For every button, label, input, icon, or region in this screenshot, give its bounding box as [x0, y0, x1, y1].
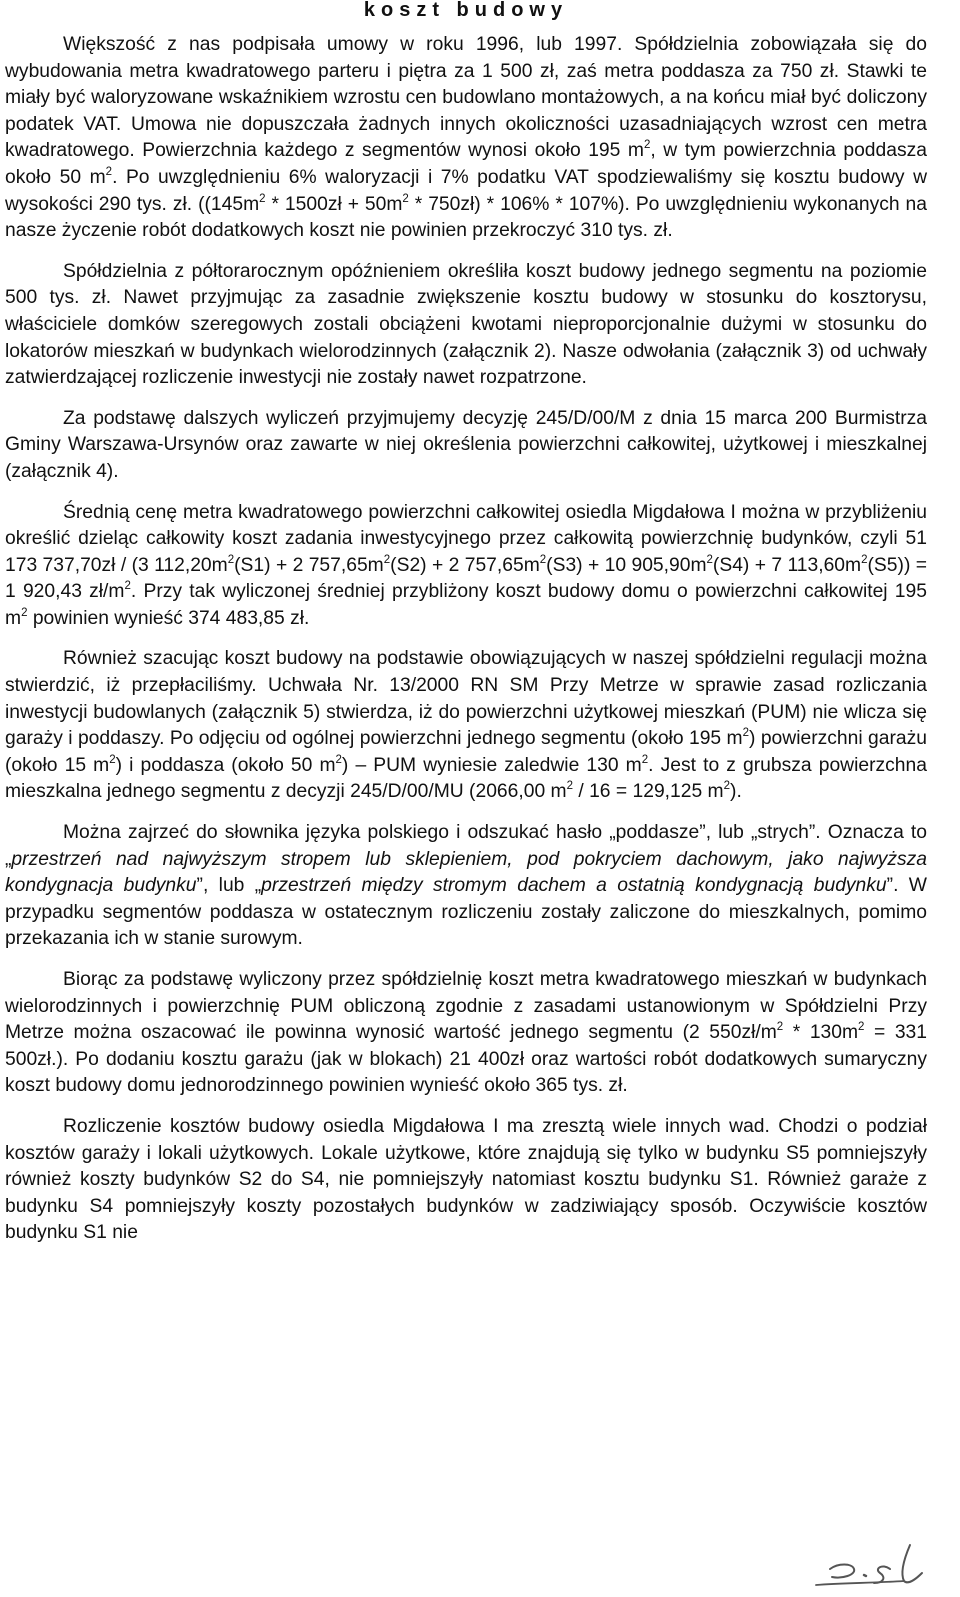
text-run: * 750zł) * 106% * 107%). Po uwzględnieniu wykonanych na nasze życzenie robót dodatkowych koszt nie powinien przekroczyć 310 tys. zł. — [5, 193, 927, 242]
paragraph — [5, 259, 927, 392]
text-run: (S5)) = 1 920,43 zł/m — [5, 554, 928, 603]
paragraph — [5, 820, 927, 953]
text-run: (S2) + 2 757,65m — [390, 554, 540, 576]
text-run: ) powierzchni garażu (około 15 m — [5, 728, 928, 776]
superscript: 2 — [21, 606, 28, 619]
text-run: (S1) + 2 757,65m — [234, 554, 384, 576]
superscript: 2 — [641, 753, 649, 766]
text-run: ”, lub „ — [196, 875, 262, 897]
text-run: / 16 = 129,125 m — [573, 781, 724, 803]
text-run: Również szacując koszt budowy na podstawie obowiązujących w naszej spółdzielni regulacji można stwierdzić, iż przepłaciliśmy. Uchwała Nr. 13/2000 RN SM Przy Metrze w sprawie zasad rozliczania inwestycji budowlanych (załącznik 5) stwierdza, iż do powierzchni użytkowej mieszkań (PUM) nie wlicza się garaży i poddaszy. Po odjęciu od ogólnej powierzchni jednego segmentu (około 195 m — [5, 648, 927, 750]
superscript: 2 — [539, 553, 547, 566]
text-run: Biorąc za podstawę wyliczony przez spółdzielnię koszt metra kwadratowego mieszkań w budynkach wielorodzinnych i powierzchnię PUM obliczoną zgodnie z zasadami ustanowionym w Spółdzielni Przy Metrze można oszacować ile powinna wynosić wartość jednego segmentu (2 550zł/m — [5, 969, 927, 1044]
superscript: 2 — [105, 165, 113, 178]
superscript: 2 — [706, 553, 713, 566]
paragraph — [5, 32, 927, 245]
superscript: 2 — [858, 1021, 865, 1034]
text-run: * 130m — [783, 1022, 859, 1044]
paragraph — [5, 500, 927, 633]
text-run: ). — [730, 781, 742, 803]
superscript: 2 — [383, 553, 391, 566]
superscript: 2 — [227, 553, 235, 566]
superscript: 2 — [776, 1021, 784, 1034]
italic-quote: przestrzeń nad najwyższym stropem lub sklepieniem, pod pokryciem dachowym, jako najwyższa kondygnacja budynku — [5, 848, 927, 897]
superscript: 2 — [742, 727, 750, 740]
document-page — [5, 0, 927, 1261]
paragraph — [5, 1114, 927, 1247]
text-run: ) – PUM wyniesie zaledwie 130 m — [341, 754, 642, 776]
text-run: Średnią cenę metra kwadratowego powierzchni całkowitej osiedla Migdałowa I można w przybliżeniu określić dzieląc całkowity koszt zadania inwestycyjnego przez całkowitą powierzchnię budynków, czyli 51 173 737,70zł / (3 112,20m — [5, 501, 927, 576]
text-run: Spółdzielnia z półtorarocznym opóźnieniem określiła koszt budowy jednego segmentu na poziomie 500 tys. zł. Nawet przyjmując za zasadnie zwiększenie kosztu budowy w stosunku do kosztorysu, właściciele domków szeregowych zostali obciążeni kwotami nieproporcjonalnie dużymi w stosunku do lokatorów mieszkań w budynkach wielorodzinnych (załącznik 2). Nasze odwołania (załącznik 3) od uchwały zatwierdzającej rozliczenie inwestycji nie zostały nawet rozpatrzone. — [5, 260, 927, 389]
superscript: 2 — [723, 780, 731, 793]
text-run: powinien wynieść 374 483,85 zł. — [27, 607, 310, 629]
signature-icon — [812, 1539, 932, 1589]
text-run: . Jest to z grubsza powierzchna mieszkalna jednego segmentu z decyzji 245/D/00/MU (2066,00 m — [5, 754, 927, 803]
text-run: ) i poddasza (około 50 m — [115, 754, 336, 776]
text-run: Za podstawę dalszych wyliczeń przyjmujemy decyzję 245/D/00/M z dnia 15 marca 200 Burmistrza Gminy Warszawa-Ursynów oraz zawarte w niej określenia powierzchni całkowitej, użytkowej i mieszkalnej (załącznik 4). — [5, 407, 927, 482]
text-run: (S3) + 10 905,90m — [546, 554, 707, 576]
text-run: Większość z nas podpisała umowy w roku 1996, lub 1997. Spółdzielnia zobowiązała się do wybudowania metra kwadratowego parteru i piętra za 1 500 zł, zaś metra poddasza za 750 zł. Stawki te miały być waloryzowane wskaźnikiem wzrostu cen budowlano montażowych, a na końcu miał być doliczony podatek VAT. Umowa nie dopuszczała żadnych innych okoliczności uzasadniających wzrost cen metra kwadratowego. Powierzchnia każdego z segmentów wynosi około 195 m — [5, 34, 927, 162]
document-body — [5, 32, 927, 1247]
text-run: Rozliczenie kosztów budowy osiedla Migdałowa I ma zresztą wiele innych wad. Chodzi o podział kosztów garaży i lokali użytkowych. Lokale użytkowe, które znajdują się tylko w budynku S5 pomniejszyły również koszty budynków S2 do S4, nie pomniejszyły natomiast kosztu budynku S1. Również garaże z budynku S4 pomniejszyły koszty pozostałych budynków w zadziwiający sposób. Oczywiście kosztów budynku S1 nie — [5, 1115, 927, 1244]
text-run: * 1500zł + 50m — [265, 193, 403, 215]
text-run: , w tym powierzchnia poddasza około 50 m — [5, 140, 927, 188]
superscript: 2 — [109, 753, 116, 766]
superscript: 2 — [259, 192, 266, 205]
paragraph — [5, 406, 927, 486]
superscript: 2 — [861, 553, 868, 566]
text-run: = 331 500zł.). Po dodaniu kosztu garażu (jak w blokach) 21 400zł oraz wartości robót dodatkowych sumaryczny koszt budowy domu jednorodzinnego powinien wynieść około 365 tys. zł. — [5, 1022, 927, 1097]
paragraph — [5, 967, 927, 1100]
text-run: (S4) + 7 113,60m — [712, 554, 862, 576]
superscript: 2 — [124, 580, 131, 593]
italic-quote: przestrzeń między stromym dachem a ostatnią kondygnacją budynku — [261, 875, 887, 897]
superscript: 2 — [643, 139, 651, 152]
text-run: . Przy tak wyliczonej średniej przybliżony koszt budowy domu o powierzchni całkowitej 195 m — [5, 581, 927, 629]
superscript: 2 — [566, 780, 574, 793]
superscript: 2 — [402, 192, 409, 205]
paragraph — [5, 646, 927, 806]
text-run: ”. W przypadku segmentów poddasza w ostatecznym rozliczeniu zostały zaliczone do mieszkalnych, pomimo przekazania ich w stanie surowym. — [5, 875, 927, 950]
text-run: . Po uwzględnieniu 6% waloryzacji i 7% podatku VAT spodziewaliśmy się kosztu budowy w wysokości 290 tys. zł. ((145m — [5, 166, 927, 215]
text-run: Można zajrzeć do słownika języka polskiego i odszukać hasło „poddasze”, lub „strych”. Oznacza to „ — [5, 822, 927, 870]
superscript: 2 — [335, 753, 342, 766]
document-title: koszt budowy — [363, 0, 569, 21]
